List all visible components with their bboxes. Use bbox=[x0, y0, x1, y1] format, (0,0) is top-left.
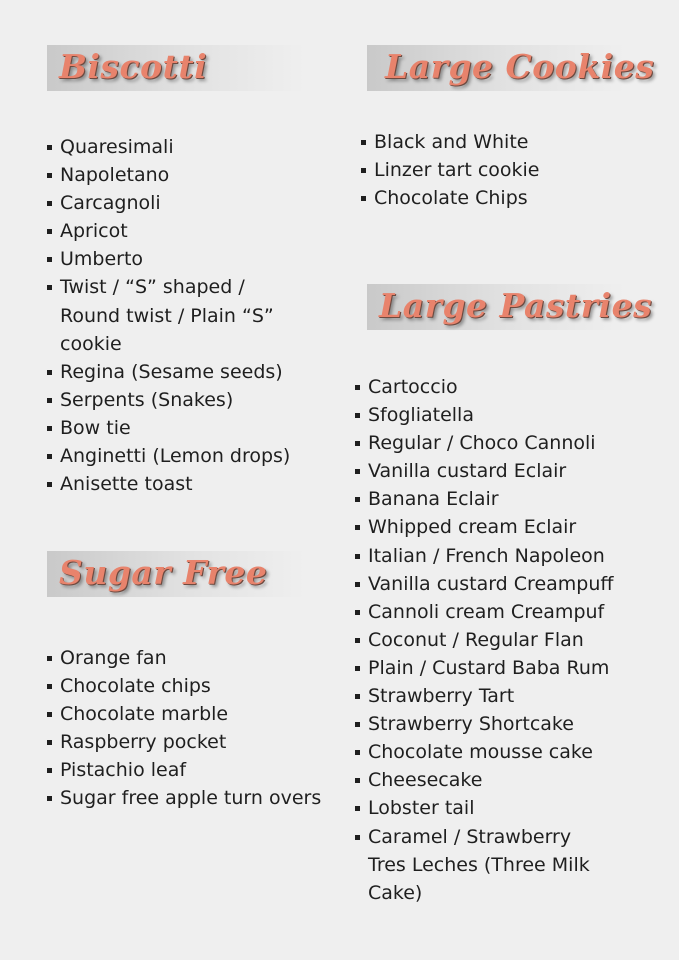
biscotti-list bbox=[47, 133, 309, 498]
list-item: Carcagnoli bbox=[47, 189, 309, 217]
list-item: Raspberry pocket bbox=[47, 728, 327, 756]
biscotti-banner bbox=[47, 45, 305, 91]
list-item: Serpents (Snakes) bbox=[47, 386, 309, 414]
list-item: Whipped cream Eclair bbox=[355, 513, 607, 541]
list-item: Coconut / Regular Flan bbox=[355, 626, 607, 654]
list-item: Anginetti (Lemon drops) bbox=[47, 442, 309, 470]
list-item: Banana Eclair bbox=[355, 485, 607, 513]
list-item: Italian / French Napoleon bbox=[355, 542, 607, 570]
large-pastries-heading: Large Pastries bbox=[379, 286, 653, 325]
list-item: Vanilla custard Creampuff bbox=[355, 570, 607, 598]
large-cookies-banner bbox=[367, 45, 655, 91]
list-item: Caramel / Strawberry Tres Leches (Three Milk Cake) bbox=[355, 823, 607, 907]
list-item: Chocolate Chips bbox=[361, 184, 641, 212]
list-item: Plain / Custard Baba Rum bbox=[355, 654, 607, 682]
list-item: Chocolate marble bbox=[47, 700, 327, 728]
large-pastries-banner bbox=[367, 284, 653, 330]
sugar-free-banner bbox=[47, 551, 305, 597]
list-item: Regular / Choco Cannoli bbox=[355, 429, 607, 457]
large-cookies-list bbox=[361, 128, 641, 212]
list-item: Apricot bbox=[47, 217, 309, 245]
list-item: Chocolate mousse cake bbox=[355, 738, 607, 766]
large-pastries-list bbox=[355, 373, 614, 907]
list-item: Quaresimali bbox=[47, 133, 309, 161]
list-item: Lobster tail bbox=[355, 794, 607, 822]
list-item: Umberto bbox=[47, 245, 309, 273]
list-item: Bow tie bbox=[47, 414, 309, 442]
list-item: Cartoccio bbox=[355, 373, 607, 401]
list-item: Black and White bbox=[361, 128, 641, 156]
sugar-free-heading: Sugar Free bbox=[59, 553, 268, 592]
list-item: Cannoli cream Creampuf bbox=[355, 598, 607, 626]
list-item: Chocolate chips bbox=[47, 672, 327, 700]
sugar-free-list bbox=[47, 644, 327, 813]
list-item: Strawberry Shortcake bbox=[355, 710, 607, 738]
list-item: Regina (Sesame seeds) bbox=[47, 358, 309, 386]
list-item: Vanilla custard Eclair bbox=[355, 457, 607, 485]
list-item: Twist / “S” shaped / Round twist / Plain “S” cookie bbox=[47, 273, 309, 357]
list-item: Pistachio leaf bbox=[47, 756, 327, 784]
list-item: Sugar free apple turn overs bbox=[47, 784, 327, 812]
list-item: Cheesecake bbox=[355, 766, 607, 794]
large-cookies-heading: Large Cookies bbox=[385, 47, 655, 86]
list-item: Orange fan bbox=[47, 644, 327, 672]
list-item: Sfogliatella bbox=[355, 401, 607, 429]
list-item: Anisette toast bbox=[47, 470, 309, 498]
list-item: Napoletano bbox=[47, 161, 309, 189]
biscotti-heading: Biscotti bbox=[59, 47, 208, 86]
list-item: Strawberry Tart bbox=[355, 682, 607, 710]
list-item: Linzer tart cookie bbox=[361, 156, 641, 184]
